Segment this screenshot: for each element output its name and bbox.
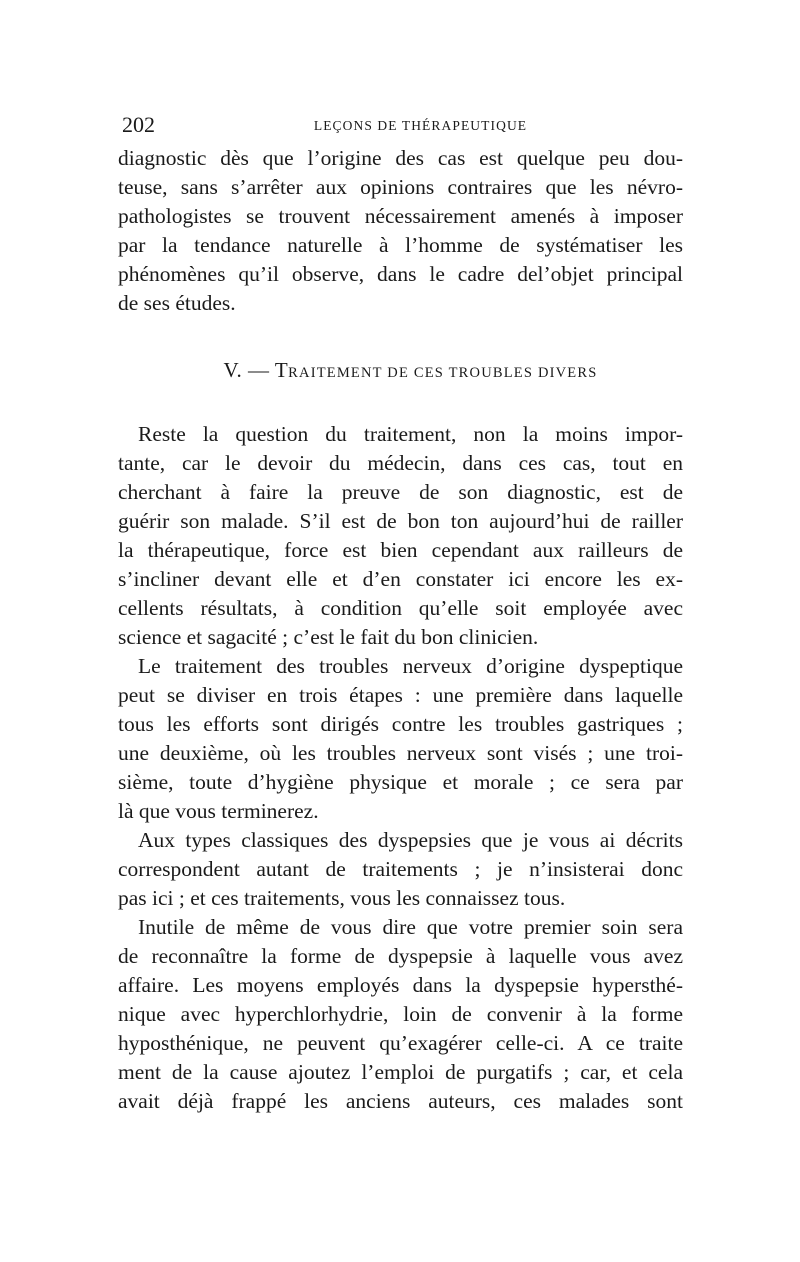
text-line: Inutile de même de vous dire que votre premier soin sera [138, 915, 683, 939]
text-line: sième, toute d’hygiène physique et morale ; ce sera par [118, 770, 683, 794]
page-header [118, 112, 683, 144]
text-line: la thérapeutique, force est bien cependant aux railleurs de [118, 538, 683, 562]
text-line: s’incliner devant elle et d’en constater ici encore les ex- [118, 567, 683, 591]
text-line: diagnostic dès que l’origine des cas est quelque peu dou- [118, 146, 683, 170]
text-line: Aux types classiques des dyspepsies que je vous ai décrits [138, 828, 683, 852]
text-line: peut se diviser en trois étapes : une première dans laquelle [118, 683, 683, 707]
text-line: guérir son malade. S’il est de bon ton aujourd’hui de railler [118, 509, 683, 533]
paragraph-2 [118, 652, 683, 826]
text-line: une deuxième, où les troubles nerveux sont visés ; une troi- [118, 741, 683, 765]
text-line: pathologistes se trouvent nécessairement amenés à imposer [118, 204, 683, 228]
paragraph-3 [118, 826, 683, 913]
text-line: Le traitement des troubles nerveux d’origine dyspeptique [138, 654, 683, 678]
section-numeral: V. [223, 358, 243, 382]
text-line: par la tendance naturelle à l’homme de systématiser les [118, 233, 683, 257]
paragraph-intro [118, 144, 683, 318]
text-line: de reconnaître la forme de dyspepsie à laquelle vous avez [118, 944, 683, 968]
text-line: affaire. Les moyens employés dans la dyspepsie hypersthé- [118, 973, 683, 997]
text-line: tante, car le devoir du médecin, dans ces cas, tout en [118, 451, 683, 475]
section-dash: — [247, 358, 270, 382]
text-line: tous les efforts sont dirigés contre les troubles gastriques ; [118, 712, 683, 736]
text-line: pas ici ; et ces traitements, vous les connaissez tous. [118, 886, 566, 910]
text-line: Reste la question du traitement, non la moins impor- [138, 422, 683, 446]
section-heading [118, 358, 683, 383]
text-line: de ses études. [118, 291, 236, 315]
text-line: science et sagacité ; c’est le fait du bon clinicien. [118, 625, 539, 649]
paragraph-1 [118, 420, 683, 652]
paragraph-4 [118, 913, 683, 1116]
text-line: phénomènes qu’il observe, dans le cadre del’objet principal [118, 262, 683, 286]
text-line: avait déjà frappé les anciens auteurs, ces malades sont [118, 1089, 683, 1113]
section-title-rest: RAITEMENT DE CES TROUBLES DIVERS [288, 365, 598, 381]
running-title: LEÇONS DE THÉRAPEUTIQUE [313, 118, 528, 133]
text-line: ment de la cause ajoutez l’emploi de purgatifs ; car, et cela [118, 1060, 683, 1084]
page-number: 202 [122, 112, 155, 137]
text-line: cellents résultats, à condition qu’elle soit employée avec [118, 596, 683, 620]
section-title-initial: T [274, 358, 289, 382]
text-line: correspondent autant de traitements ; je n’insisterai donc [118, 857, 683, 881]
text-line: là que vous terminerez. [118, 799, 319, 823]
book-page [118, 112, 683, 1116]
text-line: teuse, sans s’arrêter aux opinions contraires que les névro- [118, 175, 683, 199]
text-line: nique avec hyperchlorhydrie, loin de convenir à la forme [118, 1002, 683, 1026]
text-line: hyposthénique, ne peuvent qu’exagérer celle-ci. A ce traite [118, 1031, 683, 1055]
text-line: cherchant à faire la preuve de son diagnostic, est de [118, 480, 683, 504]
